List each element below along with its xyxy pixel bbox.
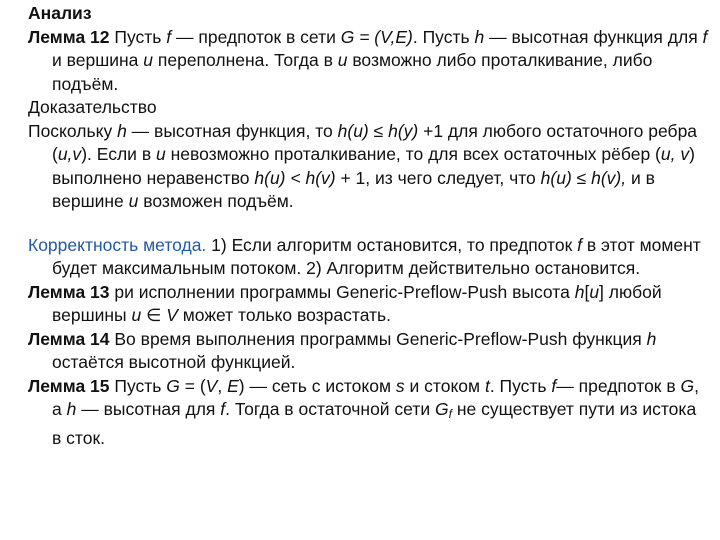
- lemma-13: [28, 281, 708, 328]
- slide-content: [28, 2, 708, 450]
- text: +1 для любого остаточного ребра (: [52, 120, 698, 164]
- var-V: V: [166, 305, 178, 325]
- var-f: f: [166, 26, 172, 47]
- text: . Пусть: [489, 375, 552, 396]
- var-f: f: [551, 375, 557, 396]
- var-f: f: [220, 399, 226, 419]
- text: в этот момент будет максимальным потоком. 2) Алгоритм действительно остановится.: [52, 234, 701, 278]
- var-G: G: [680, 375, 695, 396]
- subscript-f: f: [448, 407, 452, 421]
- var-h: h: [117, 120, 127, 141]
- var-s: s: [395, 375, 405, 396]
- slide-heading: Анализ: [28, 3, 92, 23]
- text: и стоком: [404, 375, 485, 396]
- text: + 1, из чего следует, что: [335, 167, 541, 188]
- text: переполнена. Тогда в: [153, 50, 338, 70]
- text: ,: [217, 375, 228, 396]
- text: может только возрастать.: [177, 305, 392, 325]
- edge-uv: u, v: [660, 144, 690, 164]
- var-h: h: [66, 399, 77, 419]
- text: . Тогда в остаточной сети: [225, 399, 435, 419]
- text: — высотная функция, то: [126, 120, 338, 141]
- text: остаётся высотной функцией.: [52, 352, 296, 372]
- var-u: u: [589, 281, 600, 302]
- text: 1) Если алгоритм остановится, то предпоток: [206, 234, 578, 255]
- text: невозможно проталкивание, то для всех остаточных рёбер (: [165, 144, 661, 164]
- var-h: h: [646, 328, 657, 349]
- var-h: h: [474, 26, 485, 47]
- lemma-13-label: Лемма 13: [28, 281, 110, 302]
- var-u: u: [155, 144, 166, 164]
- text: Поскольку: [28, 120, 118, 141]
- text: возможен подъём.: [138, 191, 294, 211]
- text: = (: [179, 375, 206, 396]
- lemma-15: [28, 375, 708, 451]
- correctness-label: Корректность метода.: [28, 234, 207, 255]
- var-V: V: [205, 375, 218, 396]
- text: ри исполнении программы Generic-Preflow-Push высота: [109, 281, 575, 302]
- text: возможно либо проталкивание, либо подъём.: [52, 50, 653, 94]
- var-u: u: [337, 50, 348, 70]
- text: Пусть: [109, 26, 167, 47]
- var-G: G: [166, 375, 180, 396]
- var-u: u: [131, 305, 142, 325]
- edge-uv: u,v: [57, 144, 82, 164]
- text: Пусть: [109, 375, 167, 396]
- correctness-paragraph: [28, 234, 708, 281]
- lemma-12: [28, 26, 708, 97]
- var-h: h: [574, 281, 585, 302]
- text: — высотная для: [76, 399, 221, 419]
- var-G: G: [435, 399, 449, 419]
- text: — предпоток в: [556, 375, 681, 396]
- text: и вершина: [52, 50, 144, 70]
- lemma-12-label: Лемма 12: [28, 26, 110, 47]
- var-u: u: [143, 50, 154, 70]
- text: ) — сеть с истоком: [238, 375, 396, 396]
- var-E: E: [227, 375, 239, 396]
- text: Во время выполнения программы Generic-Preflow-Push функция: [109, 328, 647, 349]
- element-of-symbol: ∈: [141, 305, 167, 325]
- var-f: f: [577, 234, 582, 255]
- text: [: [584, 281, 590, 302]
- lemma-14: [28, 328, 708, 375]
- var-t: t: [484, 375, 490, 396]
- text: — предпоток в сети: [171, 26, 341, 47]
- text: и в вершине: [52, 167, 655, 211]
- inequality: h(u) ≤ h(y): [337, 120, 419, 141]
- text: , а: [52, 375, 699, 419]
- paragraph-gap: [28, 214, 708, 234]
- inequality: h(u) ≤ h(v),: [540, 167, 627, 188]
- var-f: f: [702, 26, 708, 47]
- text: не существует пути из истока в сток.: [52, 399, 697, 448]
- lemma-15-label: Лемма 15: [28, 375, 110, 396]
- text: ) выполнено неравенство: [52, 144, 695, 188]
- text: ). Если в: [81, 144, 156, 164]
- text: ] любой вершины: [52, 281, 662, 325]
- text: . Пусть: [412, 26, 475, 47]
- proof-text: [28, 120, 708, 214]
- var-u: u: [128, 191, 139, 211]
- proof-label: Доказательство: [28, 97, 157, 117]
- lemma-14-label: Лемма 14: [28, 328, 110, 349]
- text: — высотная функция для: [484, 26, 703, 47]
- inequality: h(u) < h(v): [254, 167, 336, 188]
- graph-notation: G = (V,E): [340, 26, 413, 47]
